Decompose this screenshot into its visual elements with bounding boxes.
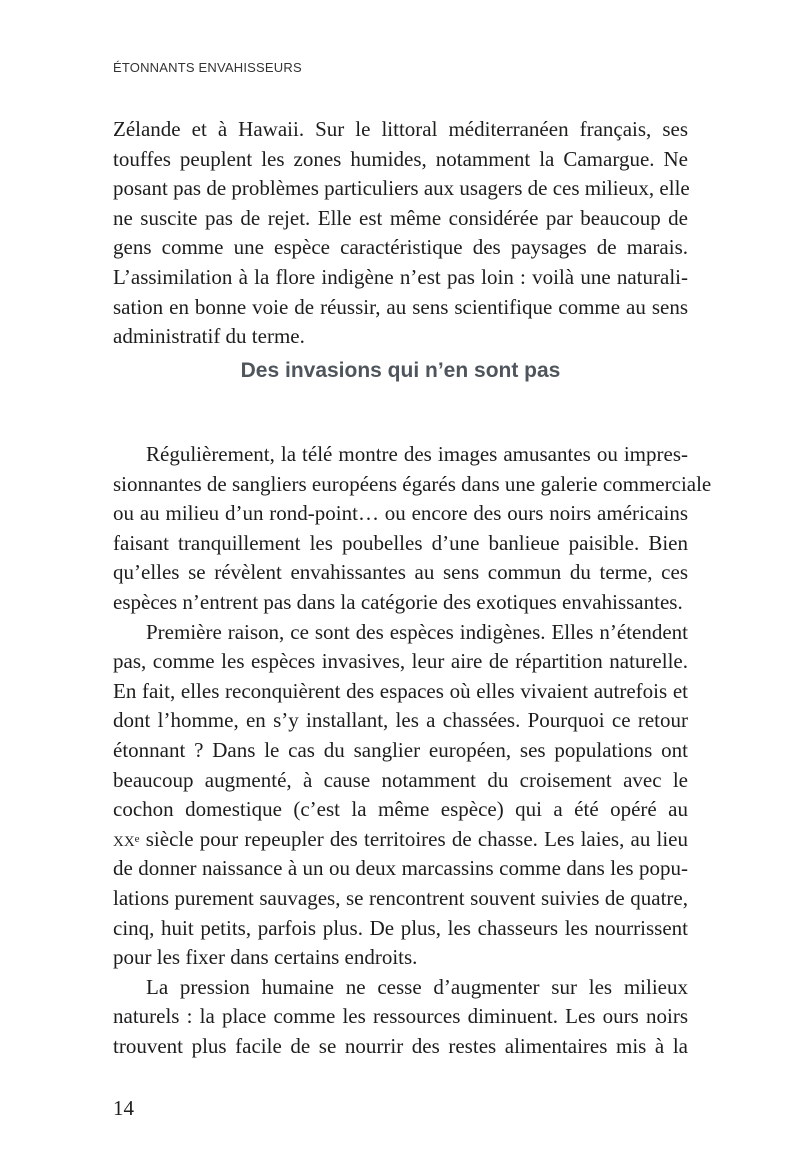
- text-line: faisant tranquillement les poubelles d’une banlieue paisible. Bien: [113, 530, 688, 555]
- text-line: ou au milieu d’un rond-point… ou encore des ours noirs américains: [113, 501, 688, 526]
- text-line: pour les fixer dans certains endroits.: [113, 945, 418, 970]
- text-line: Régulièrement, la télé montre des images amusantes ou impres-: [146, 442, 688, 466]
- section-heading: Des invasions qui n’en sont pas: [240, 359, 561, 382]
- text-line: lations purement sauvages, se rencontrent souvent suivies de quatre,: [113, 885, 688, 910]
- body-text: [113, 440, 712, 1061]
- text-line: touffes peuplent les zones humides, notamment la Camargue. Ne: [113, 146, 688, 171]
- text-line: posant pas de problèmes particuliers aux usagers de ces milieux, elle: [113, 176, 690, 201]
- text-line: ne suscite pas de rejet. Elle est même considérée par beaucoup de: [113, 205, 688, 230]
- text-line: pas, comme les espèces invasives, leur aire de répartition naturelle.: [113, 649, 688, 674]
- text-line: naturels : la place comme les ressources diminuent. Les ours noirs: [113, 1004, 688, 1029]
- text-line: qu’elles se révèlent envahissantes au sens commun du terme, ces: [113, 560, 688, 585]
- running-header: ÉTONNANTS ENVAHISSEURS: [113, 60, 302, 75]
- text-line: administratif du terme.: [113, 324, 305, 349]
- text-line: étonnant ? Dans le cas du sanglier européen, ses populations ont: [113, 737, 688, 762]
- text-line: de donner naissance à un ou deux marcassins comme dans les popu-: [113, 856, 688, 881]
- text-line: sionnantes de sangliers européens égarés dans une galerie commerciale: [113, 471, 712, 496]
- text-line: sation en bonne voie de réussir, au sens scientifique comme au sens: [113, 294, 688, 319]
- century-superscript: e: [134, 832, 140, 845]
- text-line: dont l’homme, en s’y installant, les a chassées. Pourquoi ce retour: [113, 708, 688, 733]
- text-line: En fait, elles reconquièrent des espaces où elles vivaient autrefois et: [113, 678, 688, 703]
- text-line: La pression humaine ne cesse d’augmenter sur les milieux: [146, 974, 688, 999]
- text-line: trouvent plus facile de se nourrir des restes alimentaires mis à la: [113, 1033, 688, 1058]
- text-line: L’assimilation à la flore indigène n’est pas loin : voilà une naturali-: [113, 264, 688, 289]
- text-line: gens comme une espèce caractéristique des paysages de marais.: [113, 235, 688, 260]
- page-number: 14: [113, 1096, 134, 1120]
- century-line-rest: siècle pour repeupler des territoires de chasse. Les laies, au lieu: [139, 826, 688, 851]
- text-line: espèces n’entrent pas dans la catégorie des exotiques envahissantes.: [113, 589, 683, 614]
- text-line: Zélande et à Hawaii. Sur le littoral méditerranéen français, ses: [113, 117, 688, 141]
- text-line: cinq, huit petits, parfois plus. De plus, les chasseurs les nourrissent: [113, 915, 688, 940]
- text-line: beaucoup augmenté, à cause notamment du croisement avec le: [113, 767, 688, 792]
- century-numeral: xx: [113, 826, 135, 851]
- text-line: Première raison, ce sont des espèces indigènes. Elles n’étendent: [146, 619, 688, 644]
- text-line: [113, 825, 688, 855]
- paragraph-1: [113, 115, 688, 352]
- text-line: cochon domestique (c’est la même espèce) qui a été opéré au: [113, 797, 688, 822]
